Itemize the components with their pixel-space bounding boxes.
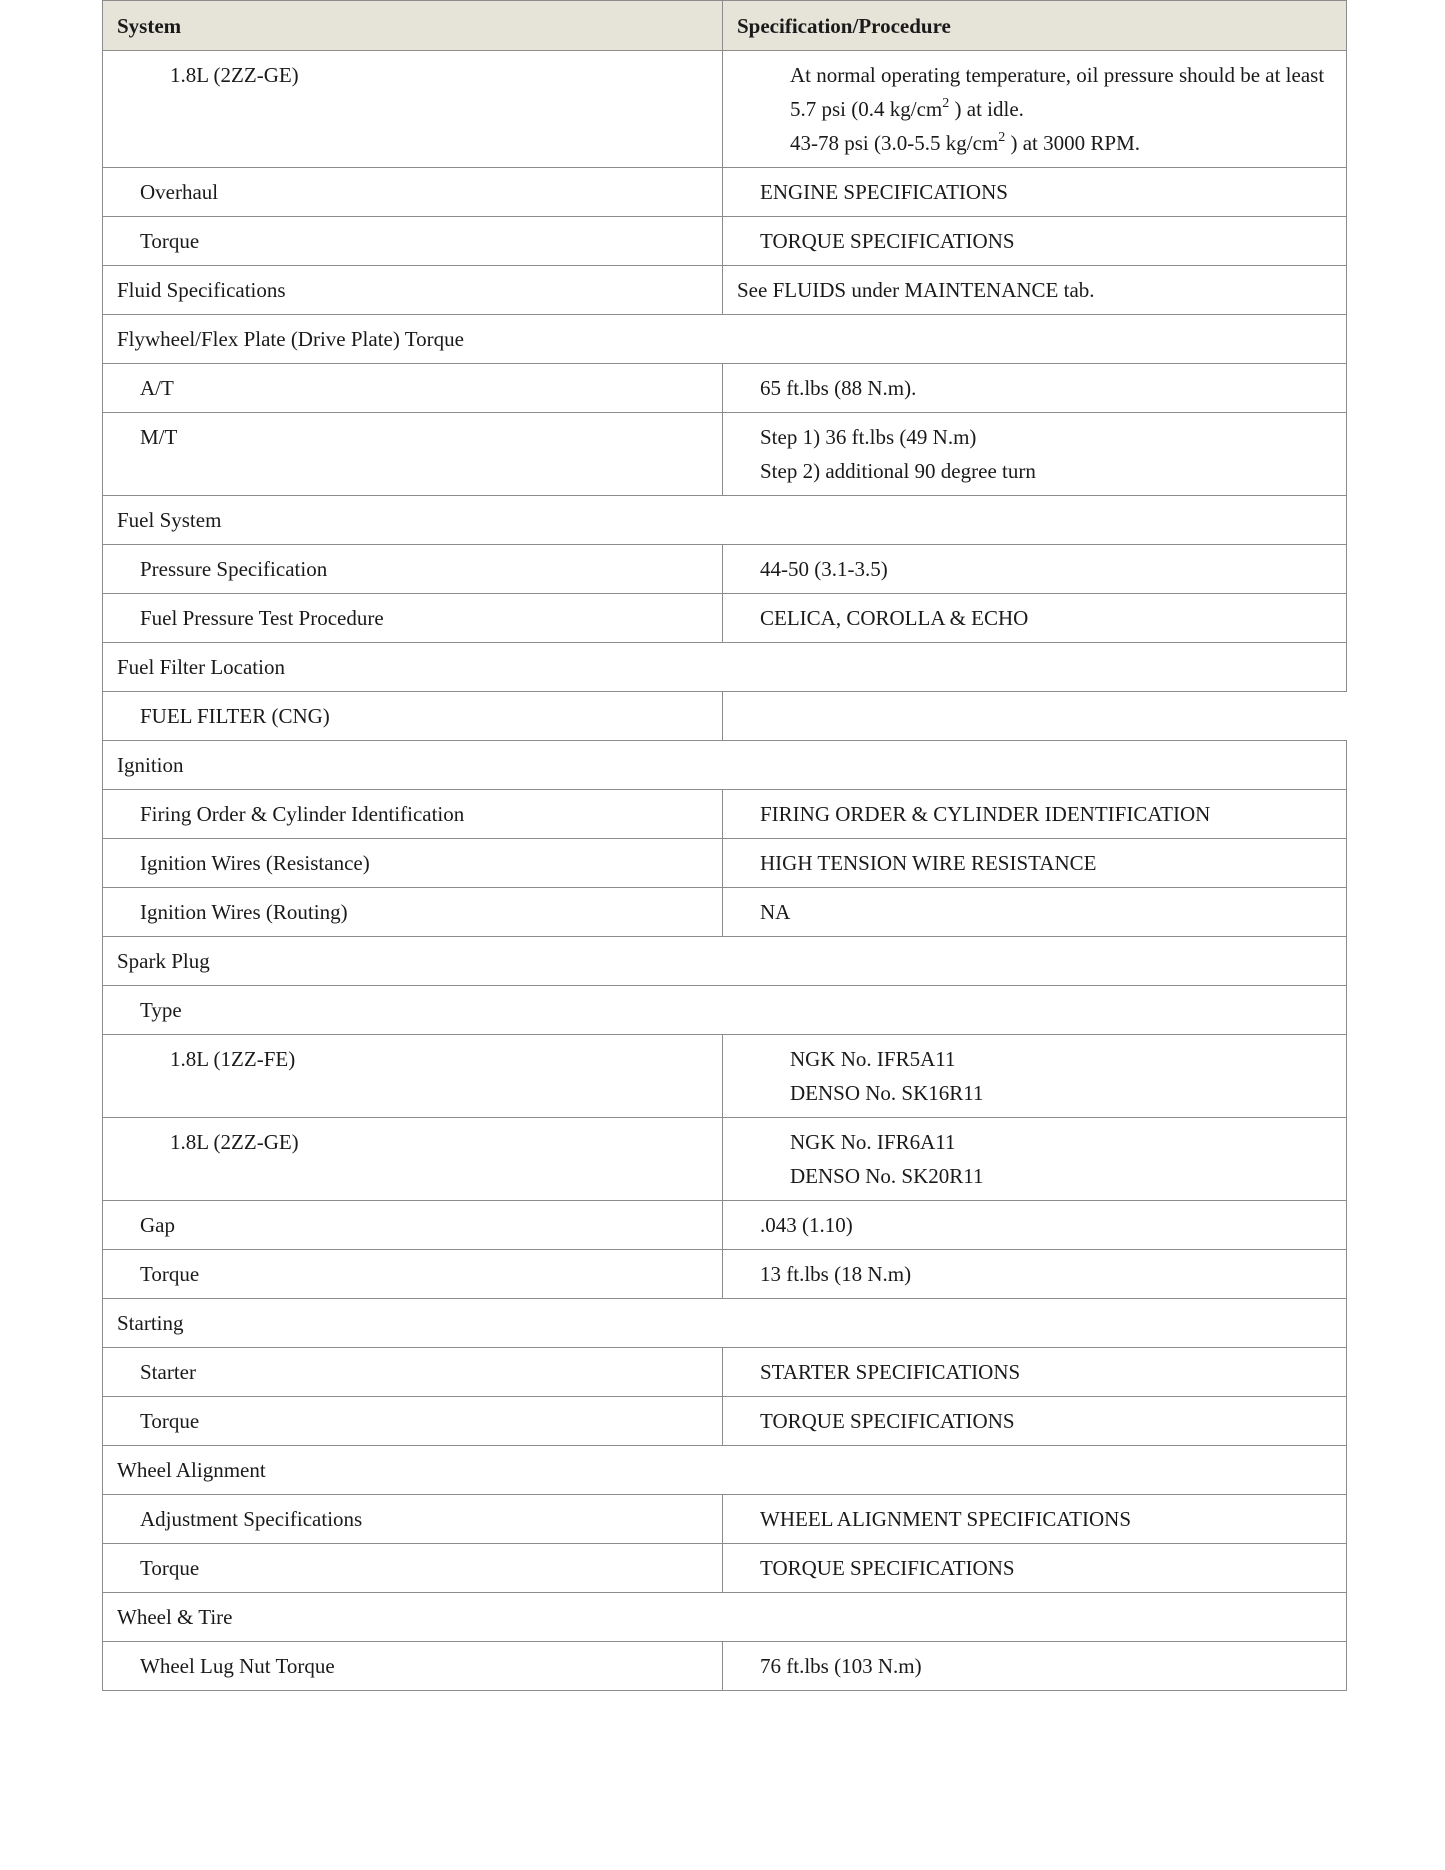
table-row — [103, 1250, 1347, 1299]
spec-text: 44-50 (3.1-3.5) — [760, 557, 888, 581]
spec-text: FIRING ORDER & CYLINDER IDENTIFICATION — [760, 802, 1211, 826]
header-row — [103, 1, 1347, 51]
spec-line — [760, 1355, 1332, 1389]
section-label: Flywheel/Flex Plate (Drive Plate) Torque — [103, 315, 1347, 364]
section-row — [103, 1446, 1347, 1495]
section-label: Wheel Alignment — [103, 1446, 1347, 1495]
system-cell: FUEL FILTER (CNG) — [103, 692, 723, 741]
system-cell: A/T — [103, 364, 723, 413]
spec-table — [102, 0, 1347, 1691]
spec-suffix: ) at 3000 RPM. — [1005, 131, 1140, 155]
system-cell: Ignition Wires (Resistance) — [103, 839, 723, 888]
spec-text: TORQUE SPECIFICATIONS — [760, 1556, 1015, 1580]
spec-suffix: ) at idle. — [949, 97, 1024, 121]
spec-text: Step 2) additional 90 degree turn — [760, 459, 1036, 483]
spec-line — [760, 797, 1332, 831]
spec-cell — [723, 168, 1347, 217]
spec-text: DENSO No. SK20R11 — [790, 1164, 984, 1188]
spec-line — [760, 846, 1332, 880]
section-label: Type — [103, 986, 1347, 1035]
table-row — [103, 1201, 1347, 1250]
table-row — [103, 1348, 1347, 1397]
section-label: Fuel Filter Location — [103, 643, 1347, 692]
table-row — [103, 364, 1347, 413]
spec-cell — [723, 1495, 1347, 1544]
spec-cell — [723, 888, 1347, 937]
spec-text: NGK No. IFR5A11 — [790, 1047, 956, 1071]
spec-line — [760, 1404, 1332, 1438]
system-cell: Fluid Specifications — [103, 266, 723, 315]
system-cell: Ignition Wires (Routing) — [103, 888, 723, 937]
table-row — [103, 692, 1347, 741]
section-row — [103, 741, 1347, 790]
spec-line — [790, 58, 1332, 126]
spec-text: ENGINE SPECIFICATIONS — [760, 180, 1008, 204]
spec-cell — [723, 51, 1347, 168]
spec-text: WHEEL ALIGNMENT SPECIFICATIONS — [760, 1507, 1131, 1531]
spec-cell — [723, 1348, 1347, 1397]
table-row — [103, 839, 1347, 888]
spec-line — [760, 895, 1332, 929]
spec-text: STARTER SPECIFICATIONS — [760, 1360, 1021, 1384]
spec-cell — [723, 790, 1347, 839]
section-label: Starting — [103, 1299, 1347, 1348]
section-row — [103, 1299, 1347, 1348]
spec-cell — [723, 594, 1347, 643]
table-row — [103, 1495, 1347, 1544]
spec-line — [760, 1551, 1332, 1585]
section-label: Fuel System — [103, 496, 1347, 545]
table-row — [103, 1397, 1347, 1446]
spec-text: HIGH TENSION WIRE RESISTANCE — [760, 851, 1097, 875]
spec-line — [790, 126, 1332, 160]
spec-cell — [723, 545, 1347, 594]
section-row — [103, 1593, 1347, 1642]
section-label: Wheel & Tire — [103, 1593, 1347, 1642]
system-cell: Pressure Specification — [103, 545, 723, 594]
spec-line — [760, 454, 1332, 488]
system-cell: 1.8L (2ZZ-GE) — [103, 1118, 723, 1201]
spec-line — [760, 371, 1332, 405]
section-row — [103, 937, 1347, 986]
header-spec: Specification/Procedure — [723, 1, 1347, 51]
section-row — [103, 496, 1347, 545]
spec-cell — [723, 1397, 1347, 1446]
spec-text: At normal operating temperature, oil pressure should be at least 5.7 psi (0.4 kg/cm — [790, 63, 1325, 121]
table-row — [103, 1118, 1347, 1201]
spec-cell — [723, 839, 1347, 888]
table-row — [103, 266, 1347, 315]
spec-cell — [723, 1544, 1347, 1593]
system-cell: Starter — [103, 1348, 723, 1397]
spec-text: NGK No. IFR6A11 — [790, 1130, 956, 1154]
spec-cell — [723, 266, 1347, 315]
spec-cell — [723, 1035, 1347, 1118]
spec-cell — [723, 1250, 1347, 1299]
section-row — [103, 643, 1347, 692]
table-row — [103, 545, 1347, 594]
spec-line — [760, 601, 1332, 635]
spec-cell — [723, 364, 1347, 413]
system-cell: Firing Order & Cylinder Identification — [103, 790, 723, 839]
spec-text: CELICA, COROLLA & ECHO — [760, 606, 1029, 630]
spec-line — [790, 1042, 1332, 1076]
spec-line — [737, 273, 1332, 307]
spec-cell — [723, 1118, 1347, 1201]
section-label: Ignition — [103, 741, 1347, 790]
system-cell: Adjustment Specifications — [103, 1495, 723, 1544]
spec-cell — [723, 1201, 1347, 1250]
spec-text: 13 ft.lbs (18 N.m) — [760, 1262, 912, 1286]
spec-line — [760, 224, 1332, 258]
system-cell: Torque — [103, 1250, 723, 1299]
section-label: Spark Plug — [103, 937, 1347, 986]
system-cell: Torque — [103, 217, 723, 266]
section-row — [103, 986, 1347, 1035]
spec-text: TORQUE SPECIFICATIONS — [760, 1409, 1015, 1433]
spec-line — [760, 1208, 1332, 1242]
section-row — [103, 315, 1347, 364]
table-row — [103, 1544, 1347, 1593]
system-cell: Torque — [103, 1544, 723, 1593]
table-row — [103, 888, 1347, 937]
spec-text: See FLUIDS under MAINTENANCE tab. — [737, 278, 1095, 302]
spec-cell — [723, 217, 1347, 266]
table-row — [103, 413, 1347, 496]
system-cell: Fuel Pressure Test Procedure — [103, 594, 723, 643]
spec-line — [760, 1649, 1332, 1683]
spec-cell — [723, 413, 1347, 496]
spec-text: 76 ft.lbs (103 N.m) — [760, 1654, 922, 1678]
header-system: System — [103, 1, 723, 51]
table-row — [103, 217, 1347, 266]
spec-text: 65 ft.lbs (88 N.m). — [760, 376, 917, 400]
spec-text: .043 (1.10) — [760, 1213, 853, 1237]
table-row — [103, 51, 1347, 168]
system-cell: Gap — [103, 1201, 723, 1250]
spec-text: NA — [760, 900, 791, 924]
system-cell: 1.8L (1ZZ-FE) — [103, 1035, 723, 1118]
spec-line — [790, 1076, 1332, 1110]
spec-body — [103, 51, 1347, 1691]
spec-line — [760, 1502, 1332, 1536]
table-row — [103, 168, 1347, 217]
spec-text: DENSO No. SK16R11 — [790, 1081, 984, 1105]
spec-line — [760, 175, 1332, 209]
spec-text: 43-78 psi (3.0-5.5 kg/cm — [790, 131, 999, 155]
spec-line — [790, 1159, 1332, 1193]
spec-cell — [723, 692, 1347, 741]
table-row — [103, 790, 1347, 839]
spec-line — [760, 552, 1332, 586]
system-cell: Wheel Lug Nut Torque — [103, 1642, 723, 1691]
system-cell: Torque — [103, 1397, 723, 1446]
spec-text: TORQUE SPECIFICATIONS — [760, 229, 1015, 253]
spec-cell — [723, 1642, 1347, 1691]
spec-text: Step 1) 36 ft.lbs (49 N.m) — [760, 425, 977, 449]
spec-line — [760, 420, 1332, 454]
spec-line — [790, 1125, 1332, 1159]
system-cell: Overhaul — [103, 168, 723, 217]
table-row — [103, 594, 1347, 643]
system-cell: M/T — [103, 413, 723, 496]
system-cell: 1.8L (2ZZ-GE) — [103, 51, 723, 168]
table-row — [103, 1642, 1347, 1691]
superscript: 2 — [998, 130, 1006, 145]
superscript: 2 — [942, 96, 950, 111]
table-row — [103, 1035, 1347, 1118]
spec-line — [760, 1257, 1332, 1291]
